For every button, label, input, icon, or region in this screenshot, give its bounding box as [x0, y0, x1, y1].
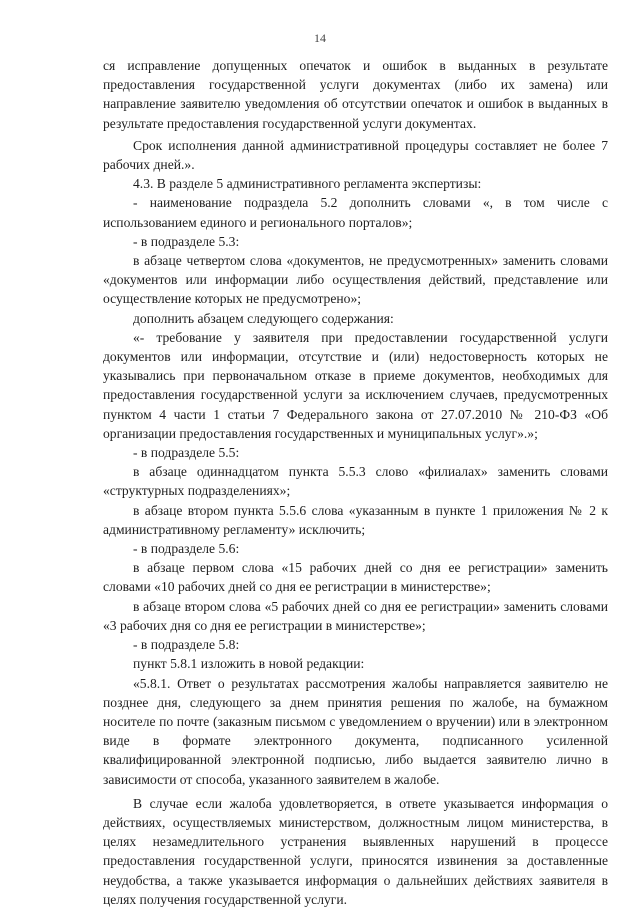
paragraph: Срок исполнения данной административной процедуры составляет не более 7 рабочих дней.». — [103, 137, 608, 173]
document-body — [103, 56, 608, 909]
paragraph: 4.3. В разделе 5 административного регламента экспертизы: — [133, 176, 482, 192]
paragraph: в абзаце втором пункта 5.5.6 слова «указанным в пункте 1 приложения № 2 к административному регламенту» исключить; — [103, 502, 608, 537]
paragraph: В случае если жалоба удовлетворяется, в ответе указывается информация о действиях, осуществляемых министерством, должностным лицом министерства, в целях незамедлительного устранения выявленных нарушений в процессе предоставления государственной услуги, приносятся извинения за доставленные неудобства, а также указывается информация о дальнейших действиях заявителя в целях получения государственной услуги. — [103, 795, 608, 907]
paragraph: в абзаце втором слова «5 рабочих дней со дня ее регистрации» заменить словами «3 рабочих дня со дня ее регистрации в министерстве»; — [103, 598, 608, 633]
paragraph: в абзаце первом слова «15 рабочих дней со дня ее регистрации» заменить словами «10 рабочих дней со дня ее регистрации в министерстве»; — [103, 560, 608, 595]
paragraph: - наименование подраздела 5.2 дополнить словами «, в том числе с использованием единого и регионального порталов»; — [103, 195, 608, 230]
paragraph: «5.8.1. Ответ о результатах рассмотрения жалобы направляется заявителю не позднее дня, следующего за днем принятия решения по жалобе, на бумажном носителе по почте (заказным письмом с уведомлением о вручении) или в электронном виде в формате электронного документа, подписанного усиленной квалифицированной электронной подписью, либо выдается заявителю лично в зависимости от способа, указанного заявителем в жалобе. — [103, 675, 608, 787]
paragraph: в абзаце четвертом слова «документов, не предусмотренных» заменить словами «документов или информации либо осуществления действий, представление или осуществление которых не предусмотрено»; — [103, 253, 608, 307]
paragraph: в абзаце одиннадцатом пункта 5.5.3 слово «филиалах» заменить словами «структурных подразделениях»; — [103, 464, 608, 499]
paragraph: - в подразделе 5.3: — [133, 233, 240, 249]
paragraph: - в подразделе 5.6: — [133, 541, 240, 557]
paragraph: «- требование у заявителя при предоставлении государственной услуги документов или информации, отсутствие и (или) недостоверность которых не указывались при первоначальном отказе в приеме документов, необходимых для предоставления государственной услуги за исключением случаев, предусмотренных пунктом 4 части 1 статьи 7 Федерального закона от 27.07.2010 № 210-ФЗ «Об организации предоставления государственных и муниципальных услуг».»; — [103, 329, 608, 441]
paragraph: дополнить абзацем следующего содержания: — [133, 310, 394, 326]
paragraph: - в подразделе 5.8: — [133, 637, 240, 653]
paragraph: пункт 5.8.1 изложить в новой редакции: — [133, 656, 365, 672]
page-number: 14 — [314, 31, 326, 45]
scan-mark — [306, 885, 322, 886]
paragraph: - в подразделе 5.5: — [133, 445, 240, 461]
paragraph: ся исправление допущенных опечаток и ошибок в выданных в результате предоставления государственной услуги документах (либо их замена) или направление заявителю уведомления об отсутствии опечаток и ошибок в выданных в результате предоставления государственной услуги документах. — [103, 58, 608, 131]
